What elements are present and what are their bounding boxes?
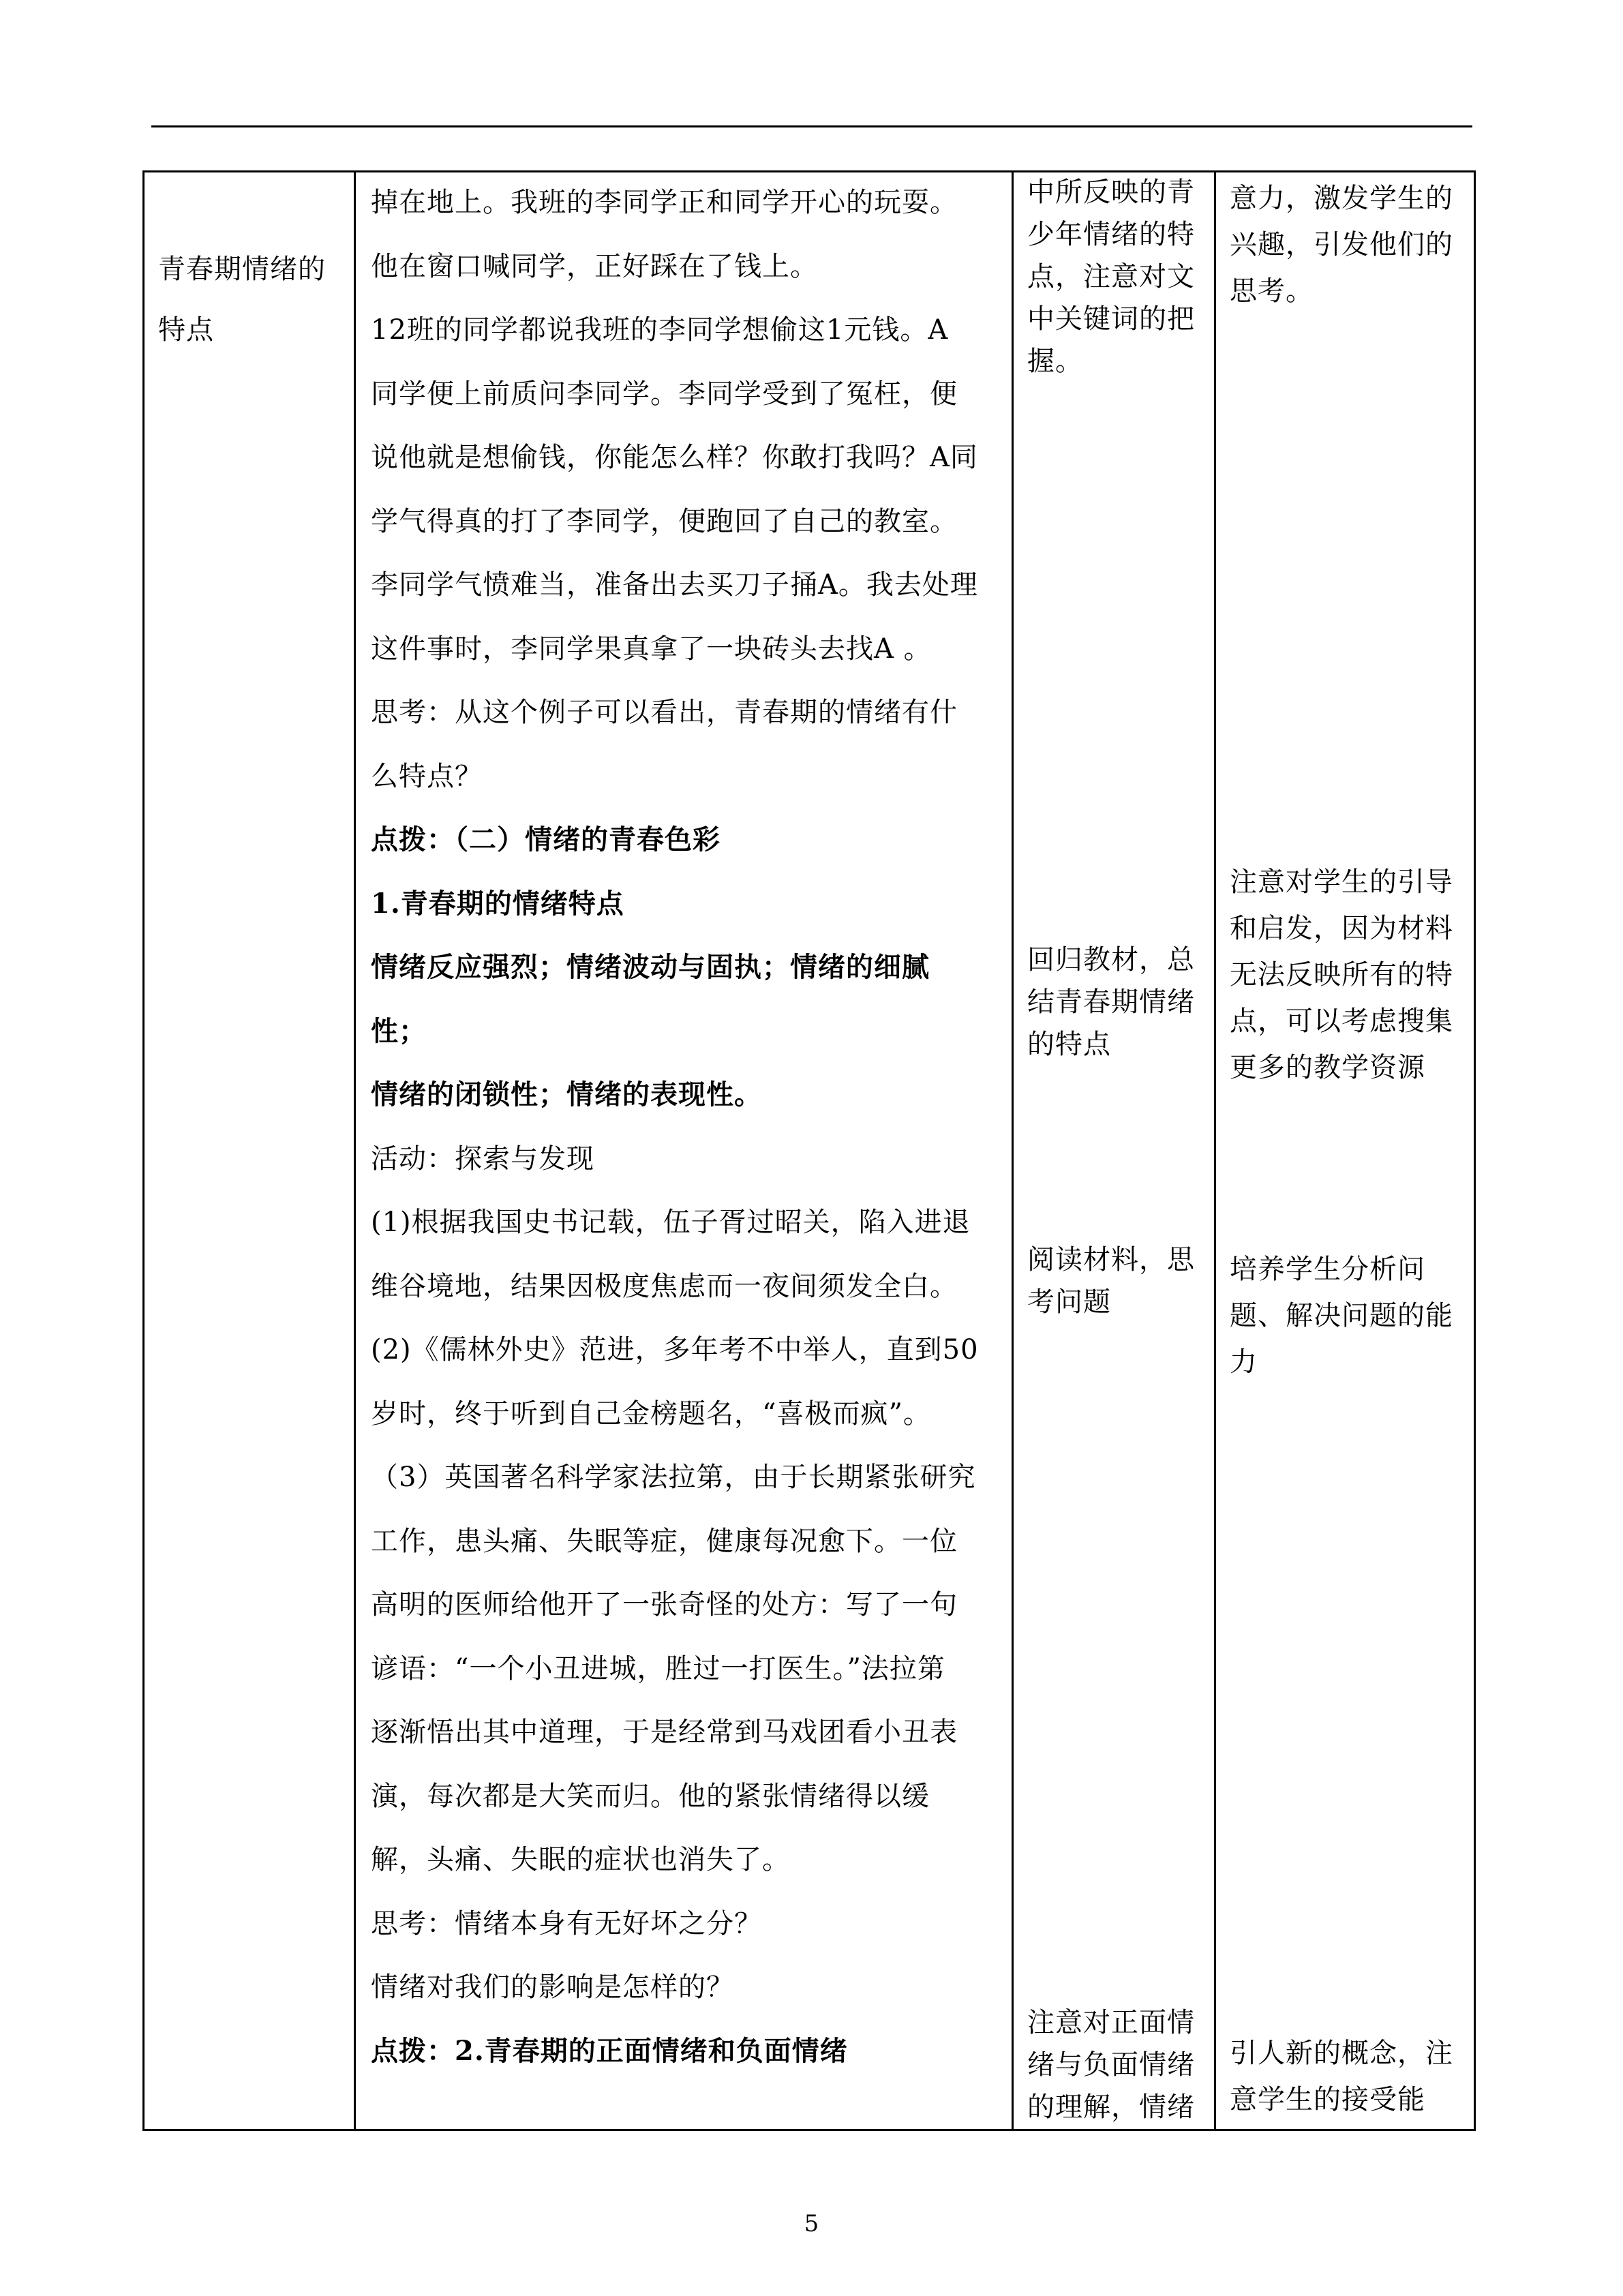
activity-line: 中所反映的青 (1027, 177, 1195, 208)
intent-line: 力 (1230, 1346, 1258, 1378)
column-divider (354, 172, 356, 2129)
content-line: 思考：从这个例子可以看出，青春期的情绪有什 (371, 697, 958, 728)
column-divider (1012, 172, 1014, 2129)
content-line: 性； (371, 1014, 427, 1047)
intent-line: 和启发，因为材料 (1230, 913, 1453, 944)
content-line: 情绪对我们的影响是怎样的？ (371, 1972, 734, 2003)
content-line: 同学便上前质问李同学。李同学受到了冤枉，便 (371, 378, 958, 410)
content-line: 工作，患头痛、失眠等症，健康每况愈下。一位 (371, 1525, 958, 1557)
activity-line: 的特点 (1027, 1029, 1111, 1060)
content-line: 他在窗口喊同学，正好踩在了钱上。 (371, 250, 818, 282)
lesson-plan-table (142, 170, 1476, 2131)
content-line: （3）英国著名科学家法拉第，由于长期紧张研究 (371, 1462, 976, 1493)
topic-cell (158, 172, 349, 2129)
topic-line: 青春期情绪的 (158, 254, 326, 285)
content-line: 学气得真的打了李同学，便跑回了自己的教室。 (371, 505, 958, 537)
student-activity-cell (1027, 172, 1211, 2129)
intent-line: 培养学生分析问 (1230, 1254, 1425, 1285)
content-line: 逐渐悟出其中道理，于是经常到马戏团看小丑表 (371, 1717, 958, 1748)
intent-line: 更多的教学资源 (1230, 1052, 1425, 1083)
activity-line: 考问题 (1027, 1286, 1111, 1318)
activity-line: 中关键词的把 (1027, 303, 1195, 335)
header-rule (151, 125, 1472, 127)
activity-line: 的理解，情绪 (1027, 2091, 1195, 2123)
content-line: 说他就是想偷钱，你能怎么样？你敢打我吗？A同 (371, 442, 978, 473)
content-line: 掉在地上。我班的李同学正和同学开心的玩耍。 (371, 187, 958, 218)
content-cell (371, 172, 1005, 2129)
intent-line: 注意对学生的引导 (1230, 866, 1453, 898)
activity-line: 握。 (1027, 346, 1083, 377)
activity-line: 绪与负面情绪 (1027, 2049, 1195, 2081)
design-intent-cell (1230, 172, 1468, 2129)
content-line: 情绪的闭锁性；情绪的表现性。 (371, 1078, 762, 1111)
activity-line: 注意对正面情 (1027, 2007, 1195, 2038)
activity-line: 少年情绪的特 (1027, 219, 1195, 250)
intent-line: 思考。 (1230, 275, 1314, 307)
intent-line: 无法反映所有的特 (1230, 959, 1453, 991)
content-line: 点拨：2.青春期的正面情绪和负面情绪 (371, 2034, 848, 2067)
content-line: 演，每次都是大笑而归。他的紧张情绪得以缓 (371, 1780, 930, 1812)
intent-line: 兴趣，引发他们的 (1230, 229, 1453, 260)
content-line: 思考：情绪本身有无好坏之分？ (371, 1907, 762, 1939)
content-line: 谚语：“一个小丑进城，胜过一打医生。”法拉第 (371, 1652, 945, 1685)
content-line: 12班的同学都说我班的李同学想偷这1元钱。A (371, 314, 949, 346)
content-line: 点拨：（二）情绪的青春色彩 (371, 824, 721, 856)
intent-line: 引人新的概念，注 (1230, 2038, 1453, 2069)
intent-line: 意学生的接受能 (1230, 2084, 1425, 2115)
content-line: 维谷境地，结果因极度焦虑而一夜间须发全白。 (371, 1270, 958, 1302)
content-line: 李同学气愤难当，准备出去买刀子捅A。我去处理 (371, 569, 978, 601)
activity-line: 点，注意对文 (1027, 261, 1195, 292)
content-line: (1)根据我国史书记载，伍子胥过昭关，陷入进退 (371, 1207, 971, 1238)
intent-line: 点，可以考虑搜集 (1230, 1006, 1453, 1037)
content-line: 这件事时，李同学果真拿了一块砖头去找A 。 (371, 633, 932, 665)
page-number: 5 (804, 2210, 819, 2237)
content-line: 1.青春期的情绪特点 (371, 887, 624, 920)
activity-line: 结青春期情绪 (1027, 986, 1195, 1018)
content-line: 情绪反应强烈；情绪波动与固执；情绪的细腻 (371, 951, 930, 983)
activity-line: 阅读材料，思 (1027, 1244, 1195, 1275)
content-line: 解，头痛、失眠的症状也消失了。 (371, 1844, 790, 1875)
content-line: 岁时，终于听到自己金榜题名，“喜极而疯”。 (371, 1398, 931, 1430)
activity-line: 回归教材，总 (1027, 944, 1195, 976)
content-line: 么特点？ (371, 760, 483, 792)
content-line: (2)《儒林外史》范进，多年考不中举人，直到50 (371, 1334, 979, 1365)
topic-line: 特点 (158, 314, 214, 346)
content-line: 活动：探索与发现 (371, 1143, 594, 1175)
intent-line: 题、解决问题的能 (1230, 1300, 1453, 1331)
intent-line: 意力，激发学生的 (1230, 183, 1453, 214)
column-divider (1214, 172, 1216, 2129)
content-line: 高明的医师给他开了一张奇怪的处方：写了一句 (371, 1589, 958, 1620)
